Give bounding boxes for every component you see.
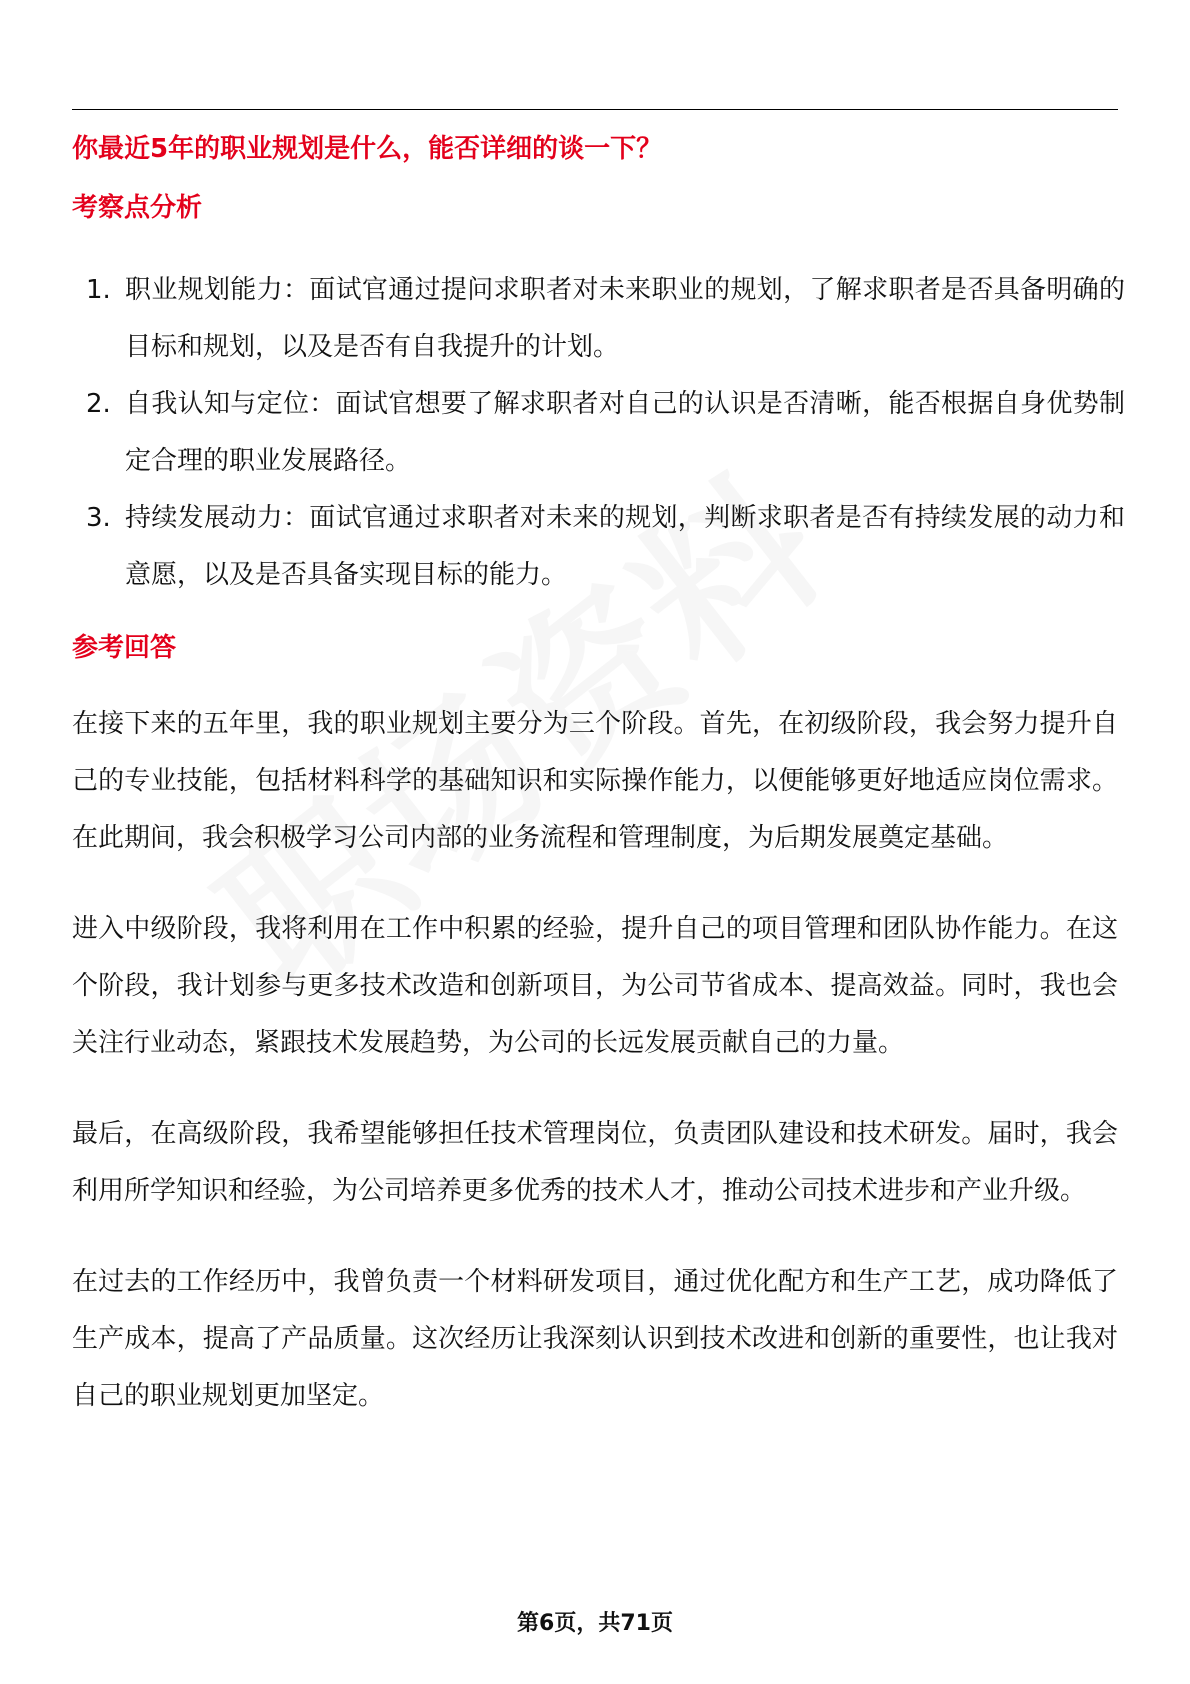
page-number-footer: 第6页，共71页 [517, 1611, 673, 1636]
answer-body [72, 696, 1118, 1459]
analysis-item-text: 持续发展动力：面试官通过求职者对未来的规划，判断求职者是否有持续发展的动力和意愿，以及是否具备实现目标的能力。 [125, 503, 1125, 590]
answer-paragraph: 在过去的工作经历中，我曾负责一个材料研发项目，通过优化配方和生产工艺，成功降低了生产成本，提高了产品质量。这次经历让我深刻认识到技术改进和创新的重要性，也让我对自己的职业规划更加坚定。 [72, 1267, 1118, 1411]
list-number: 3. [86, 503, 111, 533]
analysis-item [72, 376, 1125, 490]
answer-heading: 参考回答 [72, 633, 177, 663]
answer-paragraph: 在接下来的五年里，我的职业规划主要分为三个阶段。首先，在初级阶段，我会努力提升自己的专业技能，包括材料科学的基础知识和实际操作能力，以便能够更好地适应岗位需求。在此期间，我会积极学习公司内部的业务流程和管理制度，为后期发展奠定基础。 [72, 709, 1118, 853]
list-number: 1. [86, 275, 111, 305]
analysis-heading: 考察点分析 [72, 193, 203, 223]
analysis-list [72, 262, 1125, 604]
analysis-item [72, 262, 1125, 376]
answer-paragraph: 进入中级阶段，我将利用在工作中积累的经验，提升自己的项目管理和团队协作能力。在这个阶段，我计划参与更多技术改造和创新项目，为公司节省成本、提高效益。同时，我也会关注行业动态，紧跟技术发展趋势，为公司的长远发展贡献自己的力量。 [72, 914, 1118, 1058]
answer-paragraph: 最后，在高级阶段，我希望能够担任技术管理岗位，负责团队建设和技术研发。届时，我会利用所学知识和经验，为公司培养更多优秀的技术人才，推动公司技术进步和产业升级。 [72, 1119, 1118, 1206]
header-rule [72, 109, 1118, 110]
analysis-item-text: 自我认知与定位：面试官想要了解求职者对自己的认识是否清晰，能否根据自身优势制定合理的职业发展路径。 [125, 389, 1125, 476]
analysis-item-text: 职业规划能力：面试官通过提问求职者对未来职业的规划，了解求职者是否具备明确的目标和规划，以及是否有自我提升的计划。 [125, 275, 1125, 362]
question-title: 你最近5年的职业规划是什么，能否详细的谈一下？ [72, 134, 663, 164]
list-number: 2. [86, 389, 111, 419]
analysis-item [72, 490, 1125, 604]
